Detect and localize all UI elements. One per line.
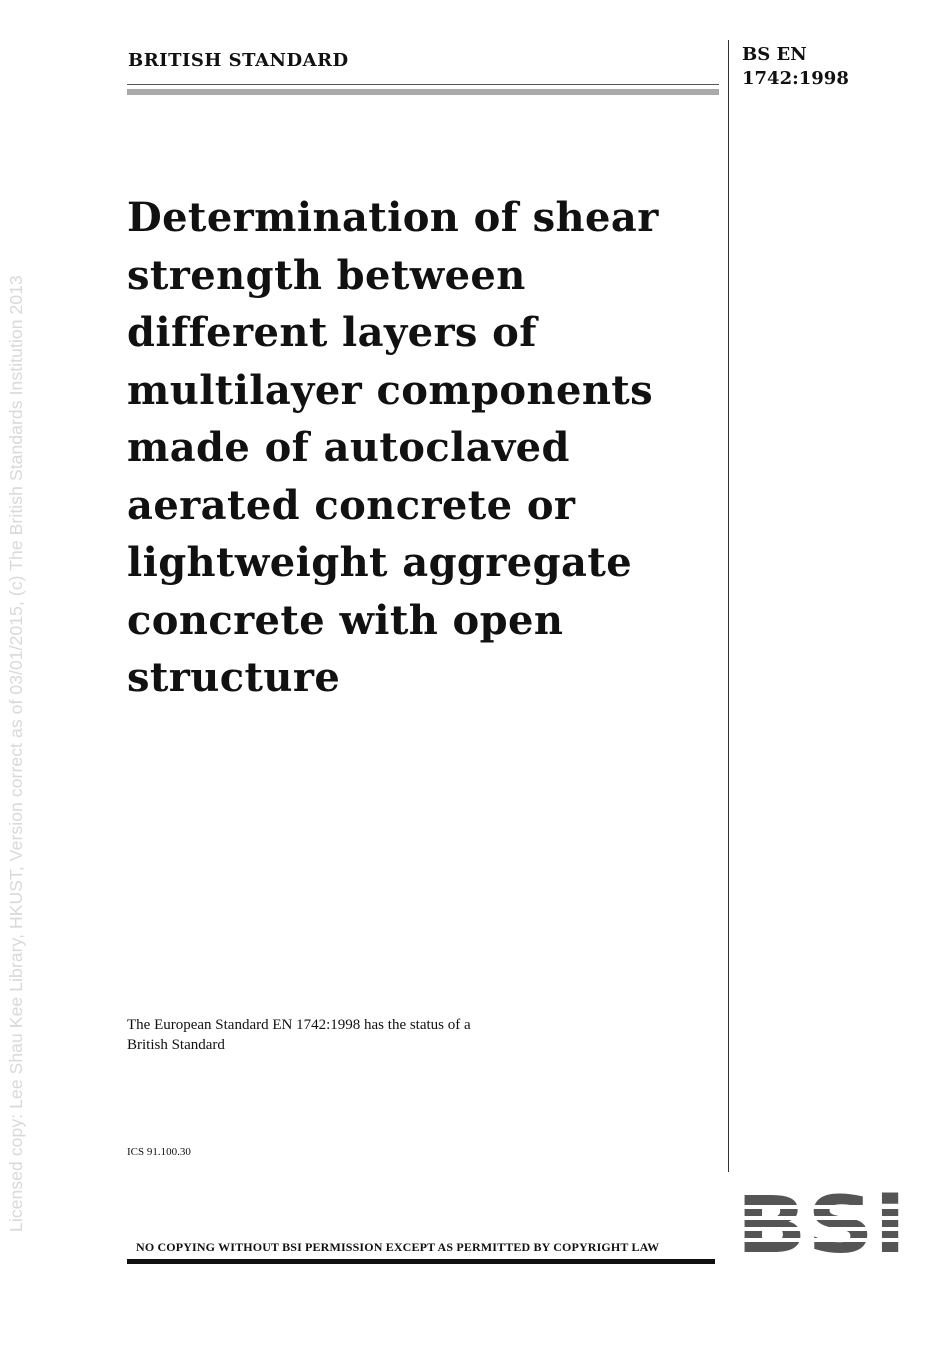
footer-rule — [127, 1259, 715, 1264]
standard-number-line-1: BS EN — [742, 44, 807, 65]
title-line: lightweight aggregate — [127, 539, 633, 586]
title-line: aerated concrete or — [127, 481, 576, 529]
status-line: British Standard — [127, 1036, 225, 1053]
ics-code: ICS 91.100.30 — [127, 1146, 191, 1158]
column-divider — [728, 40, 729, 1172]
title-line: Determination of shear — [127, 194, 659, 241]
title-line: strength between — [127, 251, 526, 299]
header-thick-rule — [127, 89, 719, 95]
status-line: The European Standard EN 1742:1998 has the status of a — [127, 1017, 471, 1033]
standard-number — [742, 43, 849, 91]
title-line: structure — [127, 654, 341, 701]
document-title — [127, 189, 722, 707]
header-thin-rule — [127, 84, 719, 85]
title-line: made of autoclaved — [127, 424, 570, 471]
title-line: multilayer components — [127, 366, 654, 414]
title-line: different layers of — [127, 309, 537, 356]
status-statement — [127, 1016, 577, 1055]
title-line: concrete with open — [127, 596, 564, 644]
document-type-label: BRITISH STANDARD — [128, 50, 349, 71]
license-watermark: Licensed copy: Lee Shau Kee Library, HKUST, Version correct as of 03/01/2015, (c) The British Standards Institution 2013 — [6, 275, 26, 1232]
standard-number-line-2: 1742:1998 — [742, 68, 849, 89]
copyright-notice: NO COPYING WITHOUT BSI PERMISSION EXCEPT AS PERMITTED BY COPYRIGHT LAW — [136, 1240, 660, 1254]
bsi-logo — [736, 1190, 906, 1260]
